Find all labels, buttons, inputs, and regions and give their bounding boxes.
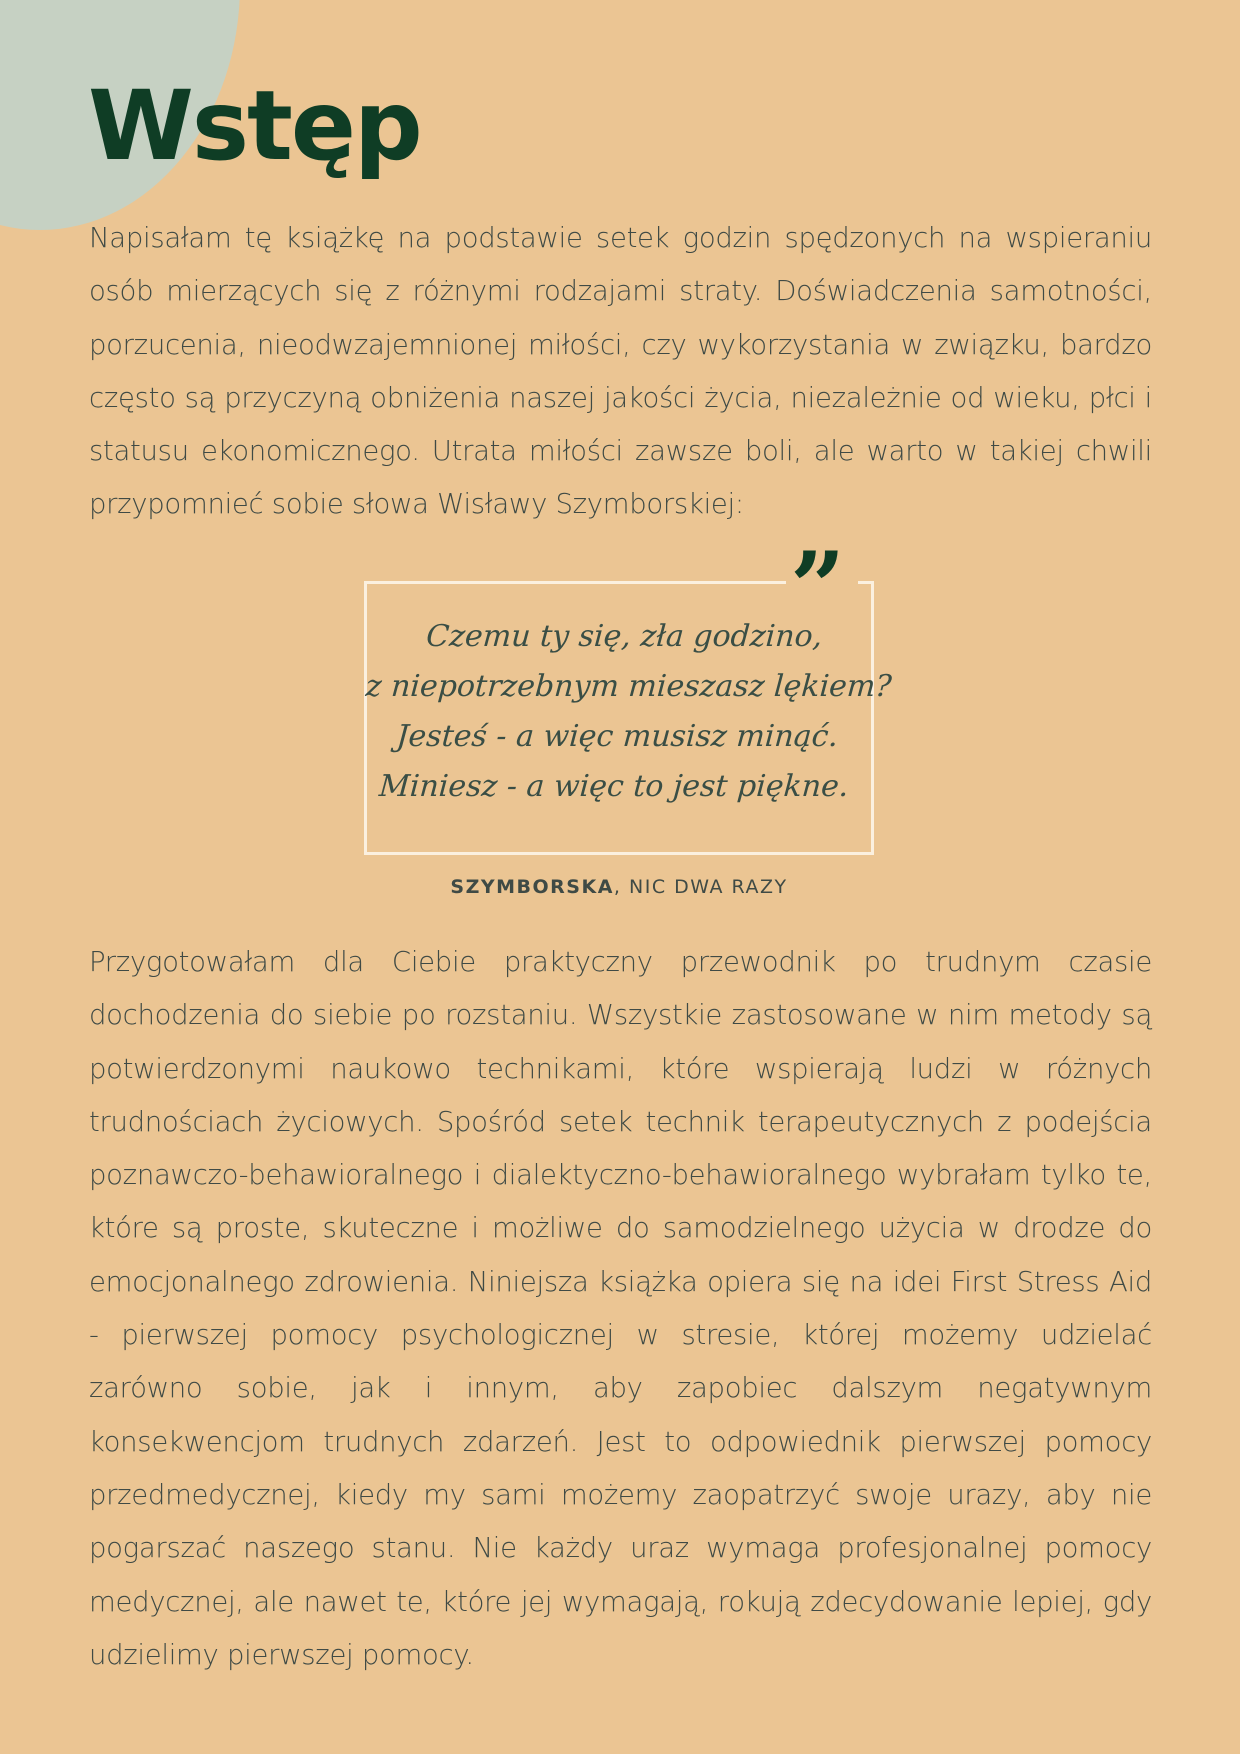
main-paragraph: Przygotowałam dla Ciebie praktyczny przewodnik po trudnym czasie dochodzenia do siebie po rozstaniu. Wszystkie zastosowane w nim metody są potwierdzonymi naukowo technikami, które wspierają ludzi w różnych trudnościach życiowych. Spośród setek technik terapeutycznych z podejścia poznawczo-behawioralnego i dialektyczno-behawioralnego wybrałam tylko te, które są proste, skuteczne i możliwe do samodzielnego użycia w drodze do emocjonalnego zdrowienia. Niniejsza książka opiera się na idei First Stress Aid - pierwszej pomocy psychologicznej w stresie, której możemy udzielać zarówno sobie, jak i innym, aby zapobiec dalszym negatywnym konsekwencjom trudnych zdarzeń. Jest to odpowiednik pierwszej pomocy przedmedycznej, kiedy my sami możemy zaopatrzyć swoje urazy, aby nie pogarszać naszego stanu. Nie każdy uraz wymaga profesjonalnej pomocy medycznej, ale nawet te, które jej wymagają, rokują zdecydowanie lepiej, gdy udzielimy pierwszej pomocy. — [89, 946, 1152, 1671]
quote-line: Jesteś - a więc musisz minąć. — [395, 719, 840, 754]
page-title: Wstęp — [88, 70, 421, 182]
quote-attribution — [364, 876, 874, 898]
quote-line: Miniesz - a więc to jest piękne. — [377, 769, 850, 804]
quote-line: z niepotrzebnym mieszasz lękiem? — [364, 669, 893, 704]
quote-line: Czemu ty się, zła godzino, — [425, 619, 824, 654]
quote-text — [357, 612, 893, 812]
closing-quote-icon: ” — [790, 531, 838, 644]
intro-paragraph: Napisałam tę książkę na podstawie setek godzin spędzonych na wspieraniu osób mierzących się z różnymi rodzajami straty. Doświadczenia samotności, porzucenia, nieodwzajemnionej miłości, czy wykorzystania w związku, bardzo często są przyczyną obniżenia naszej jakości życia, niezależnie od wieku, płci i statusu ekonomicznego. Utrata miłości zawsze boli, ale warto w takiej chwili przypomnieć sobie słowa Wisławy Szymborskiej: — [89, 222, 1152, 521]
quote-author: SZYMBORSKA — [450, 876, 614, 898]
quote-source: , NIC DWA RAZY — [613, 876, 788, 898]
